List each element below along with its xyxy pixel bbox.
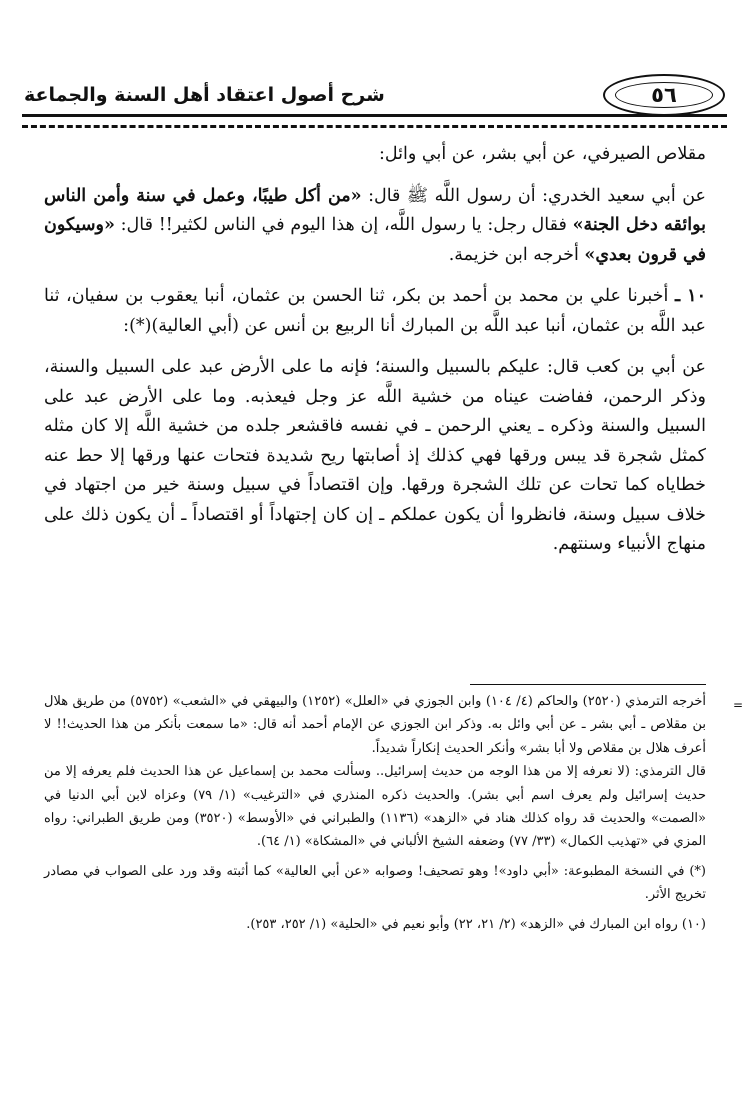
isnad-text: أخبرنا علي بن محمد بن أحمد بن بكر، ثنا الحسن بن عثمان، أنبا يعقوب بن سفيان، ثنا عبد اللَّه بن عثمان، أنبا عبد اللَّه بن المبارك أنا الربيع بن أنس عن (أبي العالية)(*): <box>44 286 706 336</box>
paragraph-1: مقلاص الصيرفي، عن أبي بشر، عن أبي وائل: <box>379 144 706 164</box>
hadith-text: «من أكل طيبًا، وعمل في سنة وأمن الناس بوائقه دخل الجنة» <box>44 185 706 235</box>
page-number-ornament <box>603 74 725 116</box>
footnote-separator <box>470 684 706 685</box>
footnote-4: (١٠) رواه ابن المبارك في «الزهد» (٢/ ٢١، ٢٢) وأبو نعيم في «الحلية» (١/ ٢٥٢، ٢٥٣). <box>246 916 706 932</box>
paragraph-2 <box>44 182 706 271</box>
header-dashed-rule <box>22 125 727 128</box>
header-rule <box>22 114 727 117</box>
hadith-text-2: «وسيكون في قرون بعدي» <box>44 215 706 265</box>
footnote-3: (*) في النسخة المطبوعة: «أبي داود»! وهو تصحيف! وصوابه «عن أبي العالية» كما أثبته وقد ورد على الصواب في مصادر تخريج الأثر. <box>44 863 706 903</box>
main-text <box>44 140 706 560</box>
paragraph-2-end: أخرجه ابن خزيمة. <box>448 244 585 265</box>
paragraph-2-middle: فقال رجل: يا رسول اللَّه، إن هذا اليوم في الناس لكثير!! قال: <box>114 215 573 235</box>
book-title: شرح أصول اعتقاد أهل السنة والجماعة <box>24 84 385 106</box>
page-number: ٥٦ <box>651 83 677 107</box>
footnote-1: أخرجه الترمذي (٢٥٢٠) والحاكم (٤/ ١٠٤) وابن الجوزي في «العلل» (١٢٥٢) والبيهقي في «الشعب» (٥٧٥٢) من طريق هلال بن مقلاص ـ أبي بشر ـ عن أبي وائل به. وذكر ابن الجوزي عن الإمام أحمد أنه قال: «ما سمعت بأنكر من هذا الحديث!! لا أعرف هلال بن مقلاص ولا أبا بشر» وأنكر الحديث إنكاراً شديداً. <box>44 694 707 756</box>
footnotes <box>44 690 706 936</box>
paragraph-2-intro: عن أبي سعيد الخدري: أن رسول اللَّه ﷺ قال: <box>361 185 707 206</box>
footnote-2: قال الترمذي: (لا نعرفه إلا من هذا الوجه من حديث إسرائيل.. وسألت محمد بن إسماعيل عن هذا الحديث فلم يعرفه إلا من حديث إسرائيل ولم يعرف اسم أبي بشر). والحديث ذكره المنذري في «الترغيب» (١/ ٧٩) وعزاه لابن أبي الدنيا في «الصمت» والحديث قد رواه كذلك هناد في «الزهد» (١١٣٦) والطبراني في «الأوسط» (٣٥٢٠) ومن طريق الطبراني: رواه المزي في «تهذيب الكمال» (٣٣/ ٧٧) وضعفه الشيخ الألباني في «المشكاة» (١/ ٦٤). <box>44 764 707 850</box>
paragraph-4: عن أبي بن كعب قال: عليكم بالسبيل والسنة؛ فإنه ما على الأرض عبد على السبيل والسنة، وذكر الرحمن، ففاضت عيناه من خشية اللَّه عز وجل فيعذبه. وما على الأرض عبد على السبيل والسنة وذكره ـ يعني الرحمن ـ في نفسه فاقشعر جلده من خشية اللَّه إلا كان مثله كمثل شجرة قد يبس ورقها فهي كذلك إذ أصابتها ريح شديدة فتحات عنها ورقها إلا حط عنه خطاياه كما تحات عن تلك الشجرة ورقها. وإن اقتصاداً في سبيل وسنة خير من اجتهاد في خلاف سبيل وسنة، فانظروا أن يكون عملكم ـ إن كان إجتهاداً أو اقتصاداً ـ أن يكون ذلك على منهاج الأنبياء وسنتهم. <box>44 357 706 554</box>
paragraph-3 <box>44 282 706 341</box>
footnote-continuation-marker: = <box>733 698 744 712</box>
narration-number: ١٠ ـ <box>674 286 706 306</box>
